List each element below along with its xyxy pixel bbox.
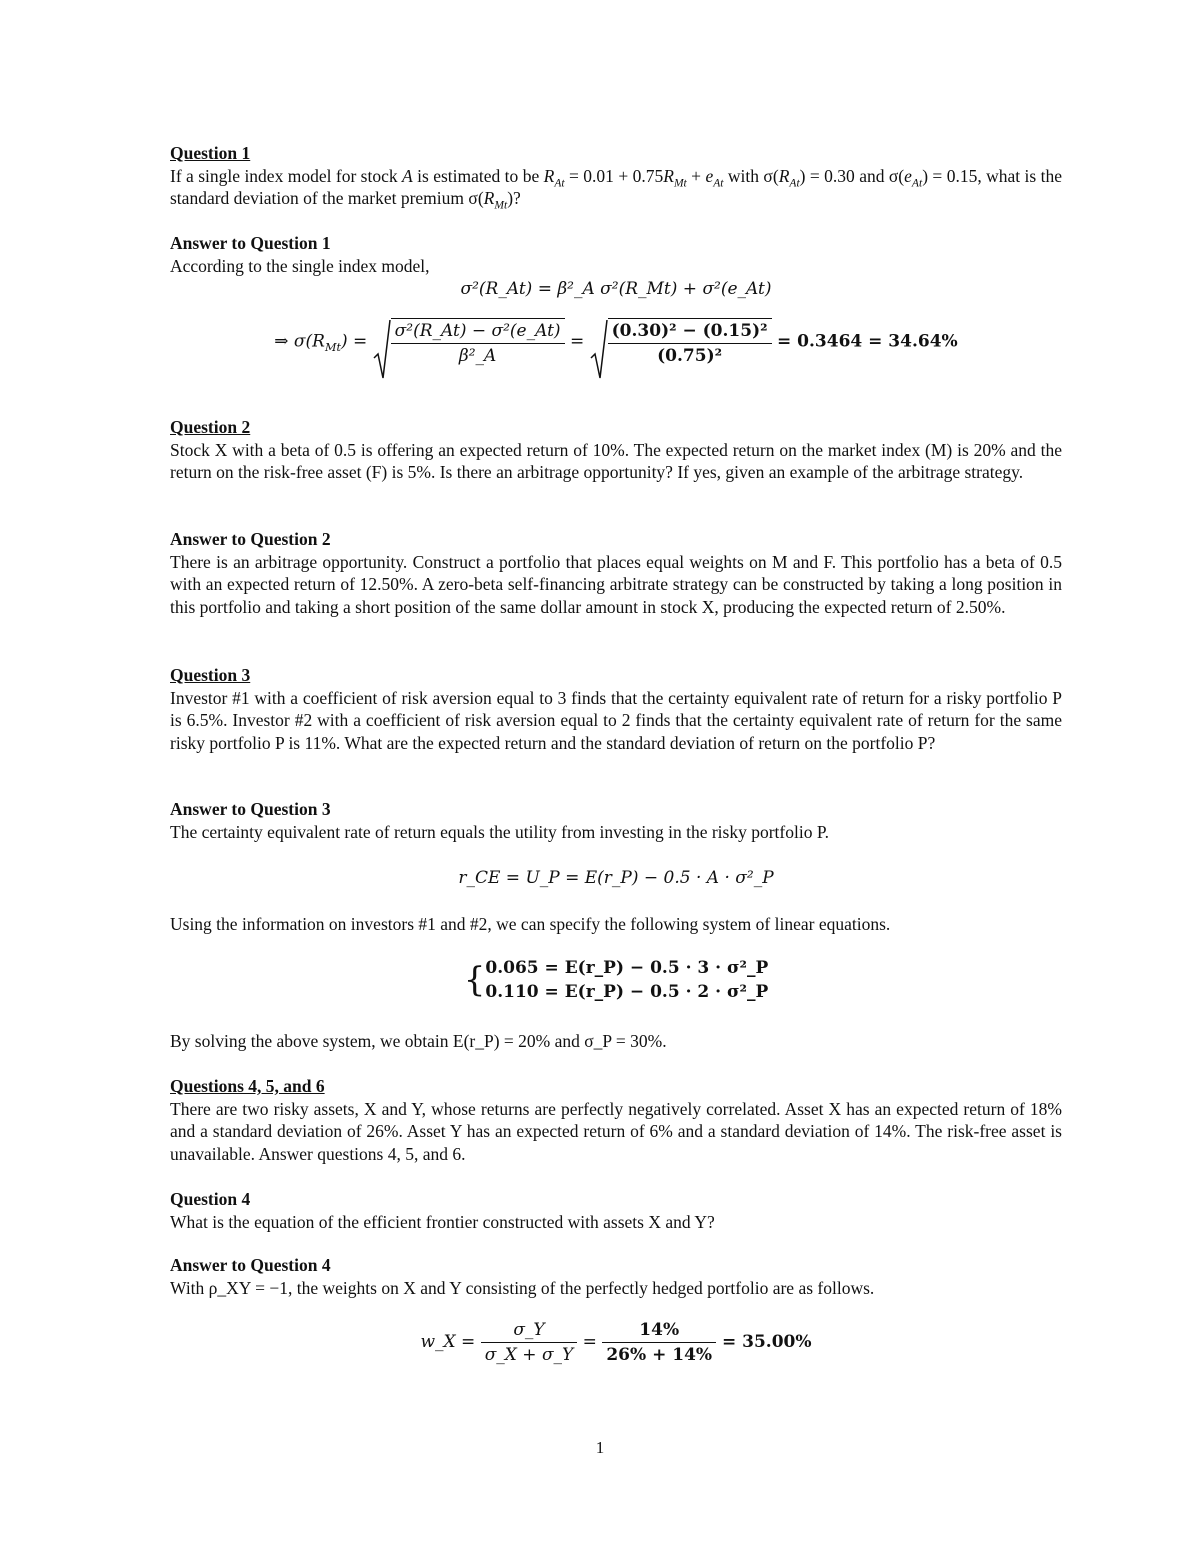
system-equation-2: 0.110 = E(r_P) − 0.5 · 2 · σ²_P — [485, 982, 769, 1002]
answer-3-heading: Answer to Question 3 — [170, 799, 331, 819]
question-4-heading: Question 4 — [170, 1189, 251, 1209]
answer-3-mid-text: Using the information on investors #1 and #2, we can specify the following system of linear equations. — [170, 914, 891, 934]
answer-1 — [170, 232, 1062, 277]
answer-4 — [170, 1254, 1062, 1299]
answer-2 — [170, 528, 1062, 618]
question-3-text: Investor #1 with a coefficient of risk aversion equal to 3 finds that the certainty equivalent rate of return for a risky portfolio P is 6.5%. Investor #2 with a coefficient of risk aversion equal to 2 finds that the certainty equivalent rate of return for the same risky portfolio P is 11%. What are the expected return and the standard deviation of return on the portfolio P? — [170, 687, 1062, 753]
answer-1-intro: According to the single index model, — [170, 255, 430, 276]
question-1-heading: Question 1 — [170, 143, 251, 163]
question-4-text: What is the equation of the efficient frontier constructed with assets X and Y? — [170, 1211, 715, 1232]
sqrt-sign-2: $\frac{\text{(0.30)² − (0.15)²}}{\text{(0.75)²}}$ — [590, 318, 772, 366]
answer-3 — [170, 798, 1062, 843]
answer-1-equation-1: σ²(R_At) = β²_A σ²(R_Mt) + σ²(e_At) — [460, 279, 772, 299]
answer-2-heading: Answer to Question 2 — [170, 529, 331, 549]
answer-2-text: There is an arbitrage opportunity. Construct a portfolio that places equal weights on M and F. This portfolio has a beta of 0.5 with an expected return of 12.50%. A zero-beta self-financing arbitrate strategy can be constructed by taking a long position in this portfolio and taking a short position of the same dollar amount in stock X, producing the expected return of 2.50%. — [170, 551, 1062, 617]
questions-4-5-6-text: There are two risky assets, X and Y, whose returns are perfectly negatively correlated. Asset X has an expected return of 18% and a standard deviation of 26%. Asset Y has an expected return of 6% and a standard deviation of 14%. The risk-free asset is unavailable. Answer questions 4, 5, and 6. — [170, 1098, 1062, 1164]
answer-1-equation-2: ⇒ $\sigma(R_{Mt})$ = $\frac{\text{σ²(R\_At) − σ²(e\_At)}}{\text{β²\_A}}$ = $\frac{\text{(0.30)² − (0.15)²}}{\text{(0.75)²}}$ = 0.3464 = 34.64% — [170, 318, 1062, 366]
question-3-heading: Question 3 — [170, 665, 251, 685]
page-number: 1 — [595, 1438, 605, 1457]
answer-3-system: { 0.065 = E(r_P) − 0.5 · 3 · σ²_P 0.110 = E(r_P) − 0.5 · 2 · σ²_P — [463, 958, 769, 1002]
question-1 — [170, 142, 1062, 210]
question-2-heading: Question 2 — [170, 417, 251, 437]
answer-3-equation-1: r_CE = U_P = E(r_P) − 0.5 · A · σ²_P — [458, 868, 774, 888]
question-3 — [170, 664, 1062, 754]
question-2-text: Stock X with a beta of 0.5 is offering an expected return of 10%. The expected return on the market index (M) is 20% and the return on the risk-free asset (F) is 5%. Is there an arbitrage opportunity? If yes, given an example of the arbitrage strategy. — [170, 439, 1062, 483]
answer-1-heading: Answer to Question 1 — [170, 233, 331, 253]
sqrt-sign-1: $\frac{\text{σ²(R\_At) − σ²(e\_At)}}{\text{β²\_A}}$ — [373, 318, 565, 366]
system-equation-1: 0.065 = E(r_P) − 0.5 · 3 · σ²_P — [485, 958, 769, 978]
answer-4-heading: Answer to Question 4 — [170, 1255, 331, 1275]
question-1-text: If a single index model for stock A is estimated to be $R_{At} = 0.01 + 0.75R_{Mt} + e_{At}$ with $\sigma(R_{At}) = 0.30$ and $\sigma(e_{At}) = 0.15$, what is the standard deviation of the market premium $\sigma(R_{Mt})$? — [170, 165, 1062, 212]
answer-1-result: = 0.3464 = 34.64% — [777, 331, 958, 352]
question-4 — [170, 1188, 1062, 1233]
questions-4-5-6-heading: Questions 4, 5, and 6 — [170, 1076, 325, 1096]
question-2 — [170, 416, 1062, 484]
answer-3-intro: The certainty equivalent rate of return equals the utility from investing in the risky portfolio P. — [170, 821, 830, 842]
answer-4-text: With ρ_XY = −1, the weights on X and Y consisting of the perfectly hedged portfolio are as follows. — [170, 1277, 875, 1298]
answer-3-conclusion: By solving the above system, we obtain E(r_P) = 20% and σ_P = 30%. — [170, 1031, 667, 1051]
answer-4-equation: w_X = $\frac{\sigma\_Y}{\sigma\_X + \sigma\_Y}$ = $\frac{14\%}{26\% + 14\%}$ = 35.00% — [420, 1320, 812, 1365]
questions-4-5-6 — [170, 1075, 1062, 1165]
